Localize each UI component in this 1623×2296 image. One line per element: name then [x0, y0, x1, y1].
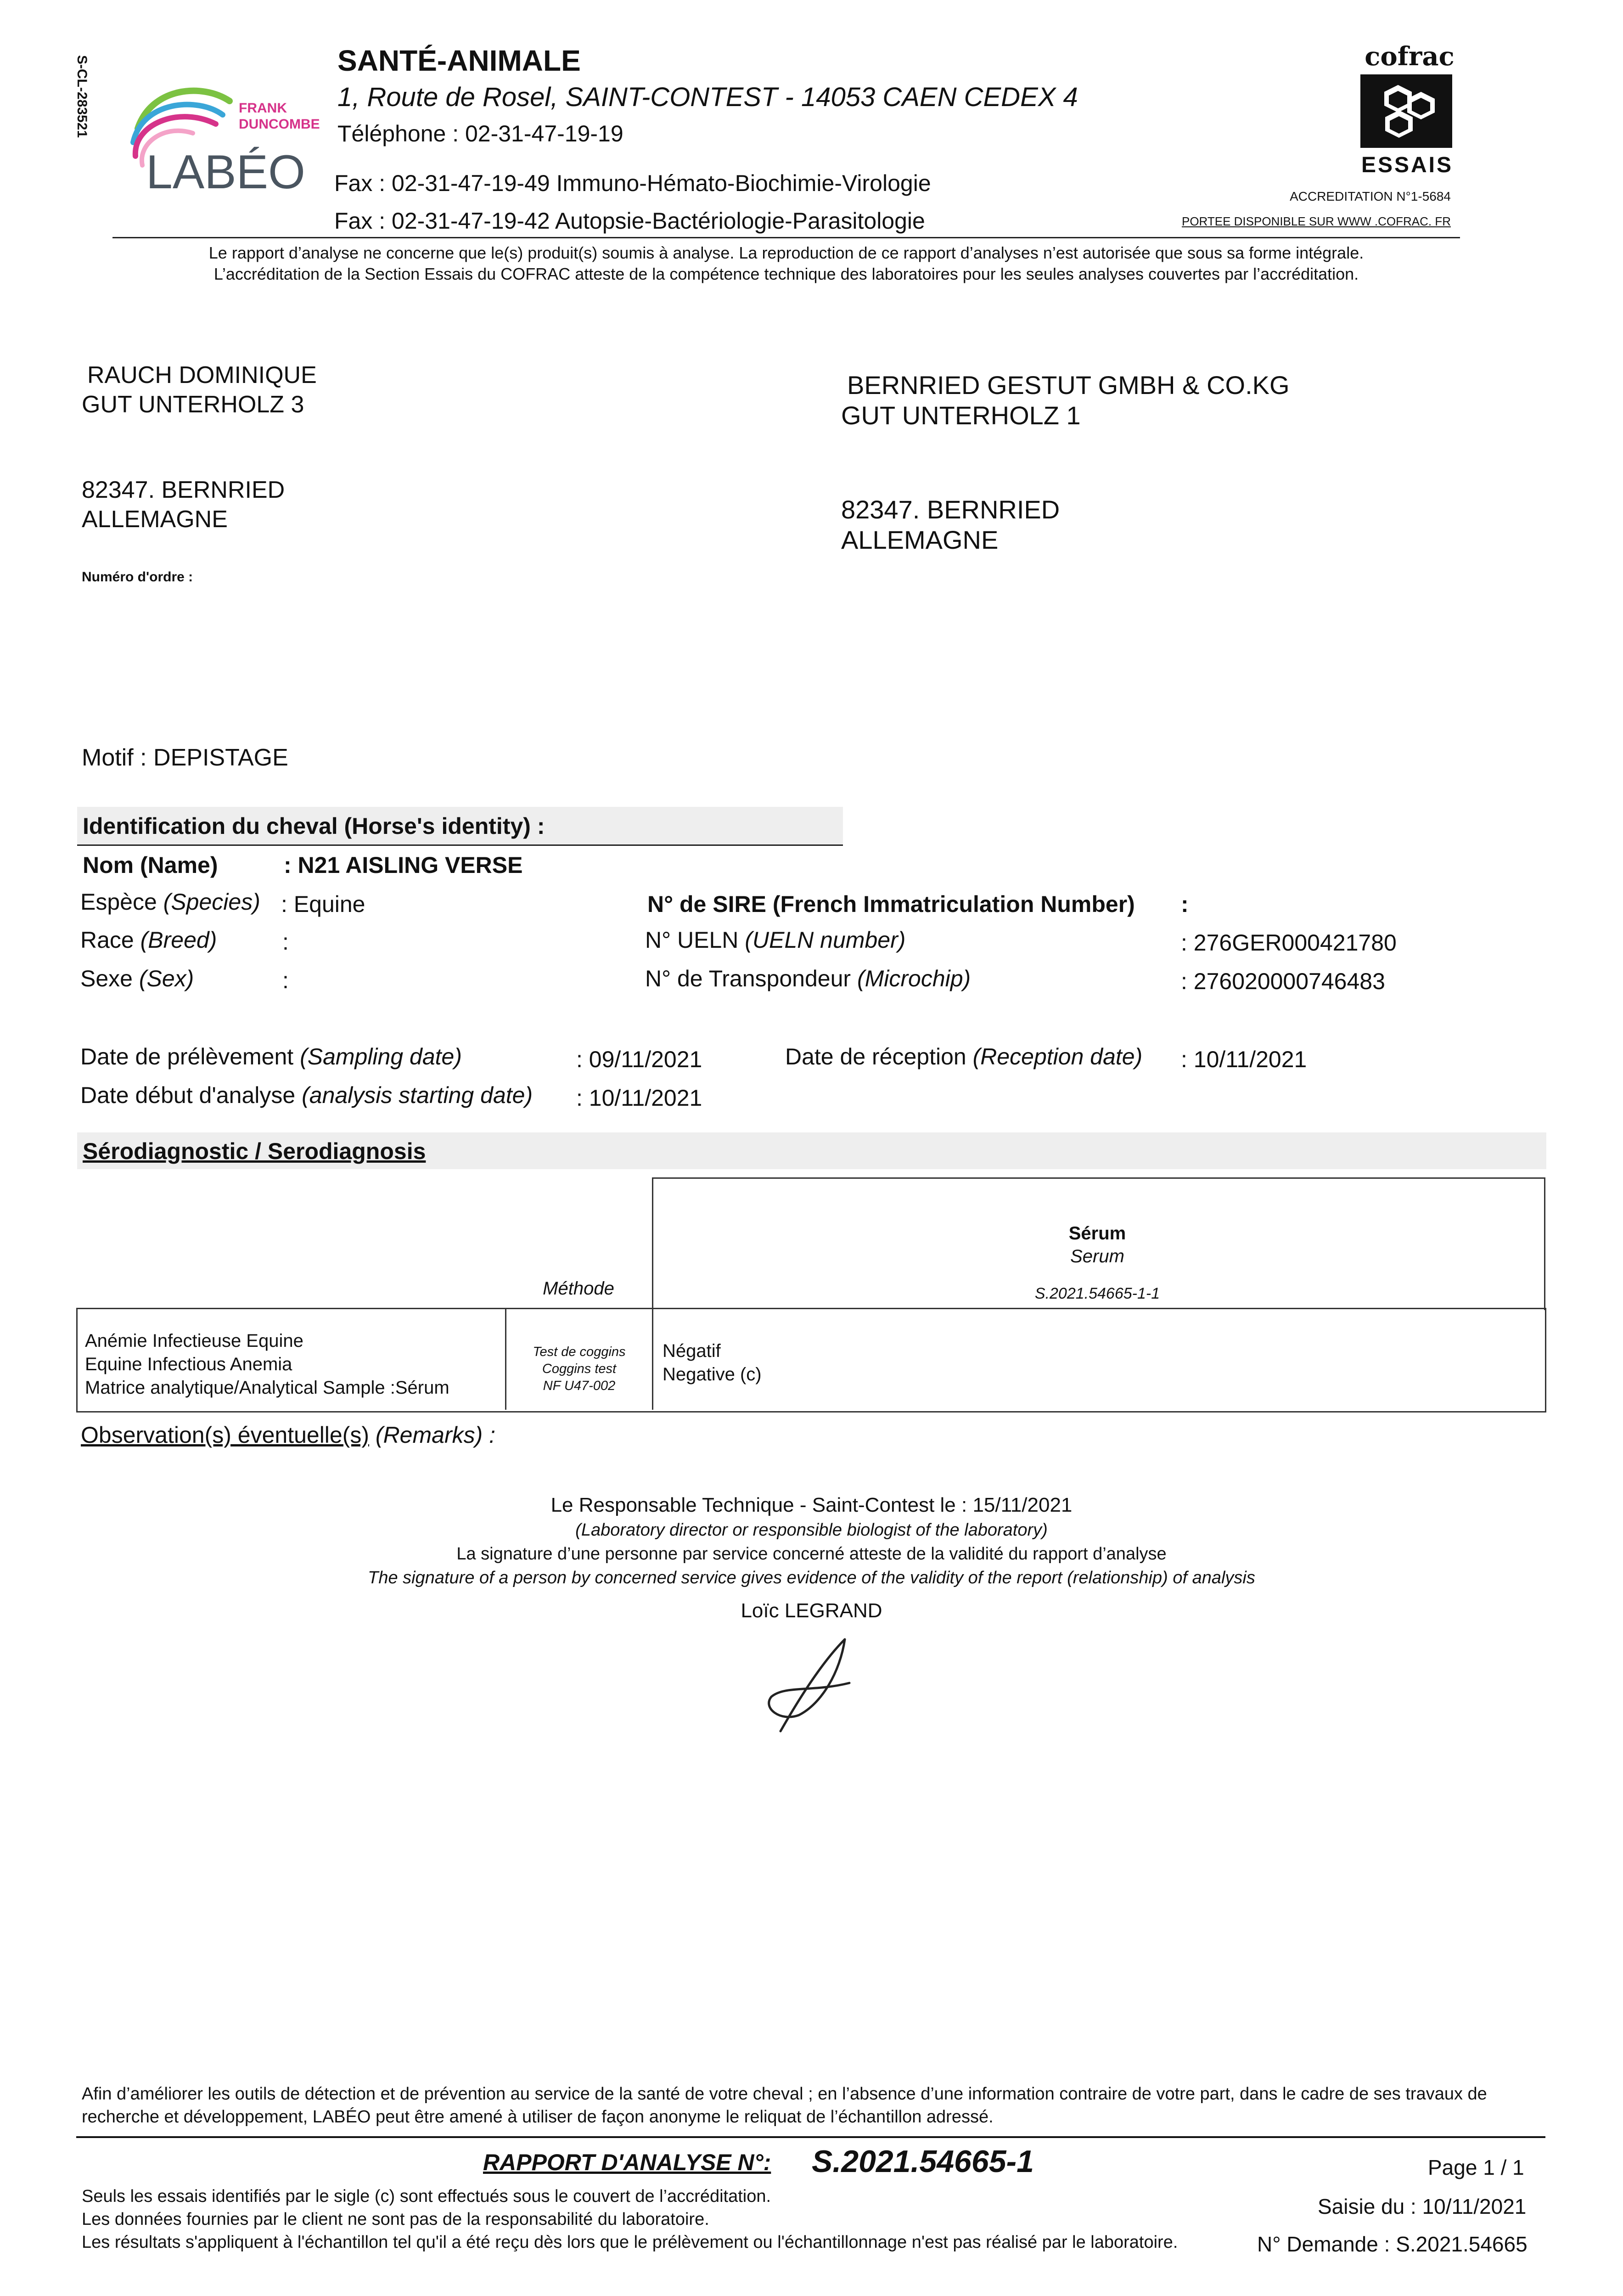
handwritten-signature [753, 1635, 863, 1747]
ueln-label: N° UELN (UELN number) [645, 927, 906, 953]
sex-label: Sexe (Sex) [80, 966, 194, 991]
species-value: : Equine [281, 891, 365, 917]
reception-date-value: : 10/11/2021 [1181, 1047, 1307, 1072]
analysis-method [506, 1344, 652, 1395]
lab-address: 1, Route de Rosel, SAINT-CONTEST - 14053 CAEN CEDEX 4 [337, 82, 1078, 112]
reception-date-label: Date de réception (Reception date) [785, 1044, 1143, 1069]
species-label: Espèce (Species) [80, 889, 260, 915]
header-divider [112, 237, 1460, 238]
motif: Motif : DEPISTAGE [82, 744, 288, 771]
signature-line-2: (Laboratory director or responsible biologist of the laboratory) [575, 1520, 1048, 1540]
method-line-1: Test de coggins [533, 1345, 626, 1359]
sire-value: : [1181, 891, 1189, 917]
recipient-city: 82347. BERNRIED [841, 495, 1060, 524]
method-line-3: NF U47-002 [543, 1379, 616, 1393]
analysis-date-label: Date début d'analyse (analysis starting date) [80, 1082, 533, 1108]
breed-label: Race (Breed) [80, 927, 217, 953]
cofrac-honeycomb-icon [1352, 41, 1467, 179]
footer-notice: Afin d’améliorer les outils de détection et de prévention au service de la santé de votre cheval ; en l’absence d’une information contraire de votre part, dans le cadre de ses travaux de recherche et développement, LABÉO peut être amené à utiliser de façon anonyme le reliquat de l’échantillon adressé. [82, 2084, 1487, 2127]
signatory-name: Loïc LEGRAND [741, 1599, 882, 1622]
footer-divider [76, 2136, 1545, 2138]
recipient-country: ALLEMAGNE [841, 525, 999, 554]
disclaimer-line-2: L’accréditation de la Section Essais du COFRAC atteste de la compétence technique des laboratoires pour les seules analyses couvertes par l’accréditation. [213, 264, 1359, 283]
analysis-date-value: : 10/11/2021 [576, 1085, 702, 1111]
labeo-logo [124, 73, 335, 202]
method-header: Méthode [543, 1278, 614, 1299]
breed-value: : [282, 929, 289, 955]
footer-note-2: Les données fournies par le client ne sont pas de la responsabilité du laboratoire. [82, 2210, 709, 2229]
report-number: S.2021.54665-1 [812, 2144, 1034, 2179]
identity-title: Identification du cheval (Horse's identity) : [83, 813, 545, 839]
sampling-date-value: : 09/11/2021 [576, 1047, 702, 1072]
footer-note-1: Seuls les essais identifiés par le sigle (c) sont effectués sous le couvert de l’accréditation. [82, 2187, 771, 2206]
observations-label: Observation(s) éventuelle(s) (Remarks) : [81, 1422, 496, 1448]
lab-fax-2: Fax : 02-31-47-19-42 Autopsie-Bactériologie-Parasitologie [334, 208, 925, 234]
recipient-street: GUT UNTERHOLZ 1 [841, 401, 1081, 430]
owner-name: RAUCH DOMINIQUE [87, 362, 317, 388]
lab-telephone: Téléphone : 02-31-47-19-19 [337, 121, 623, 146]
sample-id: S.2021.54665-1-1 [1034, 1285, 1160, 1302]
sample-header-fr: Sérum [1068, 1223, 1126, 1244]
transponder-value: : 276020000746483 [1181, 968, 1385, 994]
owner-street: GUT UNTERHOLZ 3 [82, 391, 304, 418]
ueln-value: : 276GER000421780 [1181, 930, 1397, 956]
analysis-name-fr: Anémie Infectieuse Equine [85, 1331, 303, 1351]
transponder-label: N° de Transpondeur (Microchip) [645, 966, 971, 991]
lab-name: SANTÉ-ANIMALE [337, 44, 581, 77]
analysis-result [663, 1339, 762, 1386]
disclaimer-line-1: Le rapport d’analyse ne concerne que le(s) produit(s) soumis à analyse. La reproduction de ce rapport d’analyses n’est autorisée que sous sa forme intégrale. [208, 243, 1364, 262]
svg-text:LABÉO: LABÉO [146, 146, 305, 199]
owner-city: 82347. BERNRIED [82, 477, 285, 503]
request-number: N° Demande : S.2021.54665 [1257, 2232, 1528, 2256]
table-column-divider-2 [652, 1308, 653, 1410]
analysis-name-en: Equine Infectious Anemia [85, 1354, 292, 1374]
horse-name-label: Nom (Name) [83, 852, 218, 878]
result-en: Negative (c) [663, 1364, 762, 1384]
svg-text:cofrac: cofrac [1365, 41, 1455, 72]
signature-line-1: Le Responsable Technique - Saint-Contest le : 15/11/2021 [550, 1494, 1073, 1516]
svg-text:DUNCOMBE: DUNCOMBE [239, 117, 320, 132]
footer-note-3: Les résultats s'appliquent à l'échantillon tel qu'il a été reçu dès lors que le prélèvement ou l'échantillonnage n'est pas réalisé par le laboratoire. [82, 2233, 1178, 2252]
horse-name-value: : N21 AISLING VERSE [284, 852, 523, 878]
report-disclaimer [112, 242, 1460, 285]
signature-line-3: La signature d’une personne par service concerné atteste de la validité du rapport d’analyse [456, 1544, 1167, 1564]
sex-value: : [282, 968, 289, 993]
signature-block [92, 1492, 1531, 1624]
document-code: S-CL-283521 [74, 55, 90, 138]
result-fr: Négatif [663, 1341, 721, 1361]
signature-line-4: The signature of a person by concerned service gives evidence of the validity of the report (relationship) of analysis [368, 1568, 1255, 1587]
analysis-name [85, 1329, 449, 1400]
labeo-swoosh-icon [124, 73, 335, 202]
lab-fax-1: Fax : 02-31-47-19-49 Immuno-Hémato-Biochimie-Virologie [334, 170, 931, 196]
order-number-label: Numéro d'ordre : [82, 569, 193, 585]
footer-notes [82, 2185, 1178, 2254]
sire-label: N° de SIRE (French Immatriculation Number) [647, 891, 1135, 917]
cofrac-link[interactable]: PORTEE DISPONIBLE SUR WWW .COFRAC. FR [1181, 214, 1451, 228]
analysis-matrix: Matrice analytique/Analytical Sample :Sérum [85, 1378, 449, 1398]
serology-title: Sérodiagnostic / Serodiagnosis [83, 1138, 426, 1164]
page-number: Page 1 / 1 [1428, 2155, 1524, 2179]
signature-icon [753, 1635, 863, 1745]
svg-text:ESSAIS: ESSAIS [1361, 153, 1454, 177]
owner-country: ALLEMAGNE [82, 506, 228, 533]
method-line-2: Coggins test [542, 1362, 617, 1376]
entry-date: Saisie du : 10/11/2021 [1318, 2195, 1527, 2218]
cofrac-logo [1352, 41, 1467, 179]
sampling-date-label: Date de prélèvement (Sampling date) [80, 1044, 462, 1069]
recipient-name: BERNRIED GESTUT GMBH & CO.KG [847, 371, 1290, 400]
report-number-label: RAPPORT D'ANALYSE N°: [483, 2150, 771, 2175]
accreditation-number: ACCREDITATION N°1-5684 [1290, 189, 1451, 203]
svg-text:FRANK: FRANK [239, 101, 287, 116]
sample-header-en: Serum [1070, 1246, 1124, 1266]
